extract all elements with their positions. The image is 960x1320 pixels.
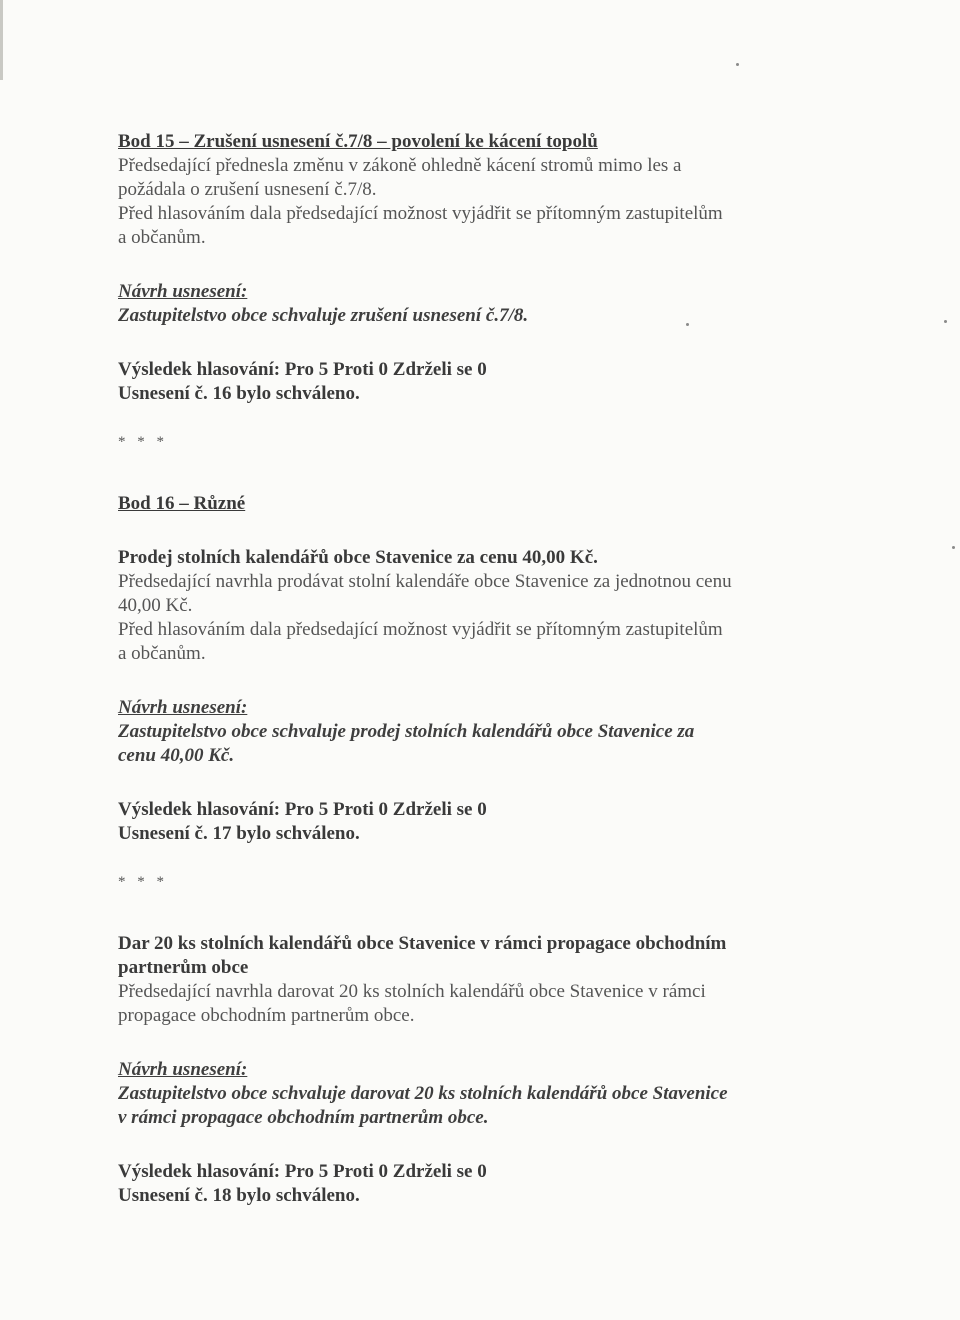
body-line: 40,00 Kč. [118, 595, 193, 616]
proposal-text: Zastupitelstvo obce schvaluje prodej stolních kalendářů obce Stavenice za [118, 721, 695, 742]
scan-speck [736, 63, 739, 66]
body-line: Předsedající navrhla prodávat stolní kalendáře obce Stavenice za jednotnou cenu [118, 571, 732, 592]
scan-speck [944, 320, 947, 323]
scan-speck [952, 546, 955, 549]
section-dar [118, 932, 838, 1208]
body-line: Před hlasováním dala předsedající možnost vyjádřit se přítomným zastupitelům [118, 619, 723, 640]
subheading: Dar 20 ks stolních kalendářů obce Stavenice v rámci propagace obchodním [118, 933, 727, 954]
document-page [118, 130, 838, 1208]
page-edge-shadow [0, 0, 3, 80]
body-line: Předsedající přednesla změnu v zákoně ohledně kácení stromů mimo les a [118, 155, 682, 176]
section-heading: Bod 16 – Různé [118, 493, 246, 514]
body-line: Předsedající navrhla darovat 20 ks stolních kalendářů obce Stavenice v rámci [118, 981, 706, 1002]
proposal-text: Zastupitelstvo obce schvaluje darovat 20 ks stolních kalendářů obce Stavenice [118, 1083, 728, 1104]
vote-result: Výsledek hlasování: Pro 5 Proti 0 Zdrželi se 0 [118, 799, 487, 820]
proposal-label: Návrh usnesení: [118, 281, 248, 302]
proposal-label: Návrh usnesení: [118, 1059, 248, 1080]
separator: * * * [118, 434, 168, 450]
body-line: a občanům. [118, 227, 206, 248]
subheading: Prodej stolních kalendářů obce Stavenice za cenu 40,00 Kč. [118, 547, 598, 568]
separator: * * * [118, 874, 168, 890]
body-line: propagace obchodním partnerům obce. [118, 1005, 415, 1026]
section-heading: Bod 15 – Zrušení usnesení č.7/8 – povolení ke kácení topolů [118, 131, 598, 152]
resolution-result: Usnesení č. 17 bylo schváleno. [118, 823, 360, 844]
proposal-text: v rámci propagace obchodním partnerům obce. [118, 1107, 489, 1128]
proposal-text: cenu 40,00 Kč. [118, 745, 235, 766]
resolution-result: Usnesení č. 16 bylo schváleno. [118, 383, 360, 404]
vote-result: Výsledek hlasování: Pro 5 Proti 0 Zdrželi se 0 [118, 359, 487, 380]
proposal-text: Zastupitelstvo obce schvaluje zrušení usnesení č.7/8. [118, 305, 529, 326]
body-line: a občanům. [118, 643, 206, 664]
vote-result: Výsledek hlasování: Pro 5 Proti 0 Zdrželi se 0 [118, 1161, 487, 1182]
body-line: požádala o zrušení usnesení č.7/8. [118, 179, 377, 200]
proposal-label: Návrh usnesení: [118, 697, 248, 718]
subheading: partnerům obce [118, 957, 249, 978]
section-bod-15 [118, 130, 838, 406]
section-bod-16 [118, 492, 838, 846]
body-line: Před hlasováním dala předsedající možnost vyjádřit se přítomným zastupitelům [118, 203, 723, 224]
resolution-result: Usnesení č. 18 bylo schváleno. [118, 1185, 360, 1206]
